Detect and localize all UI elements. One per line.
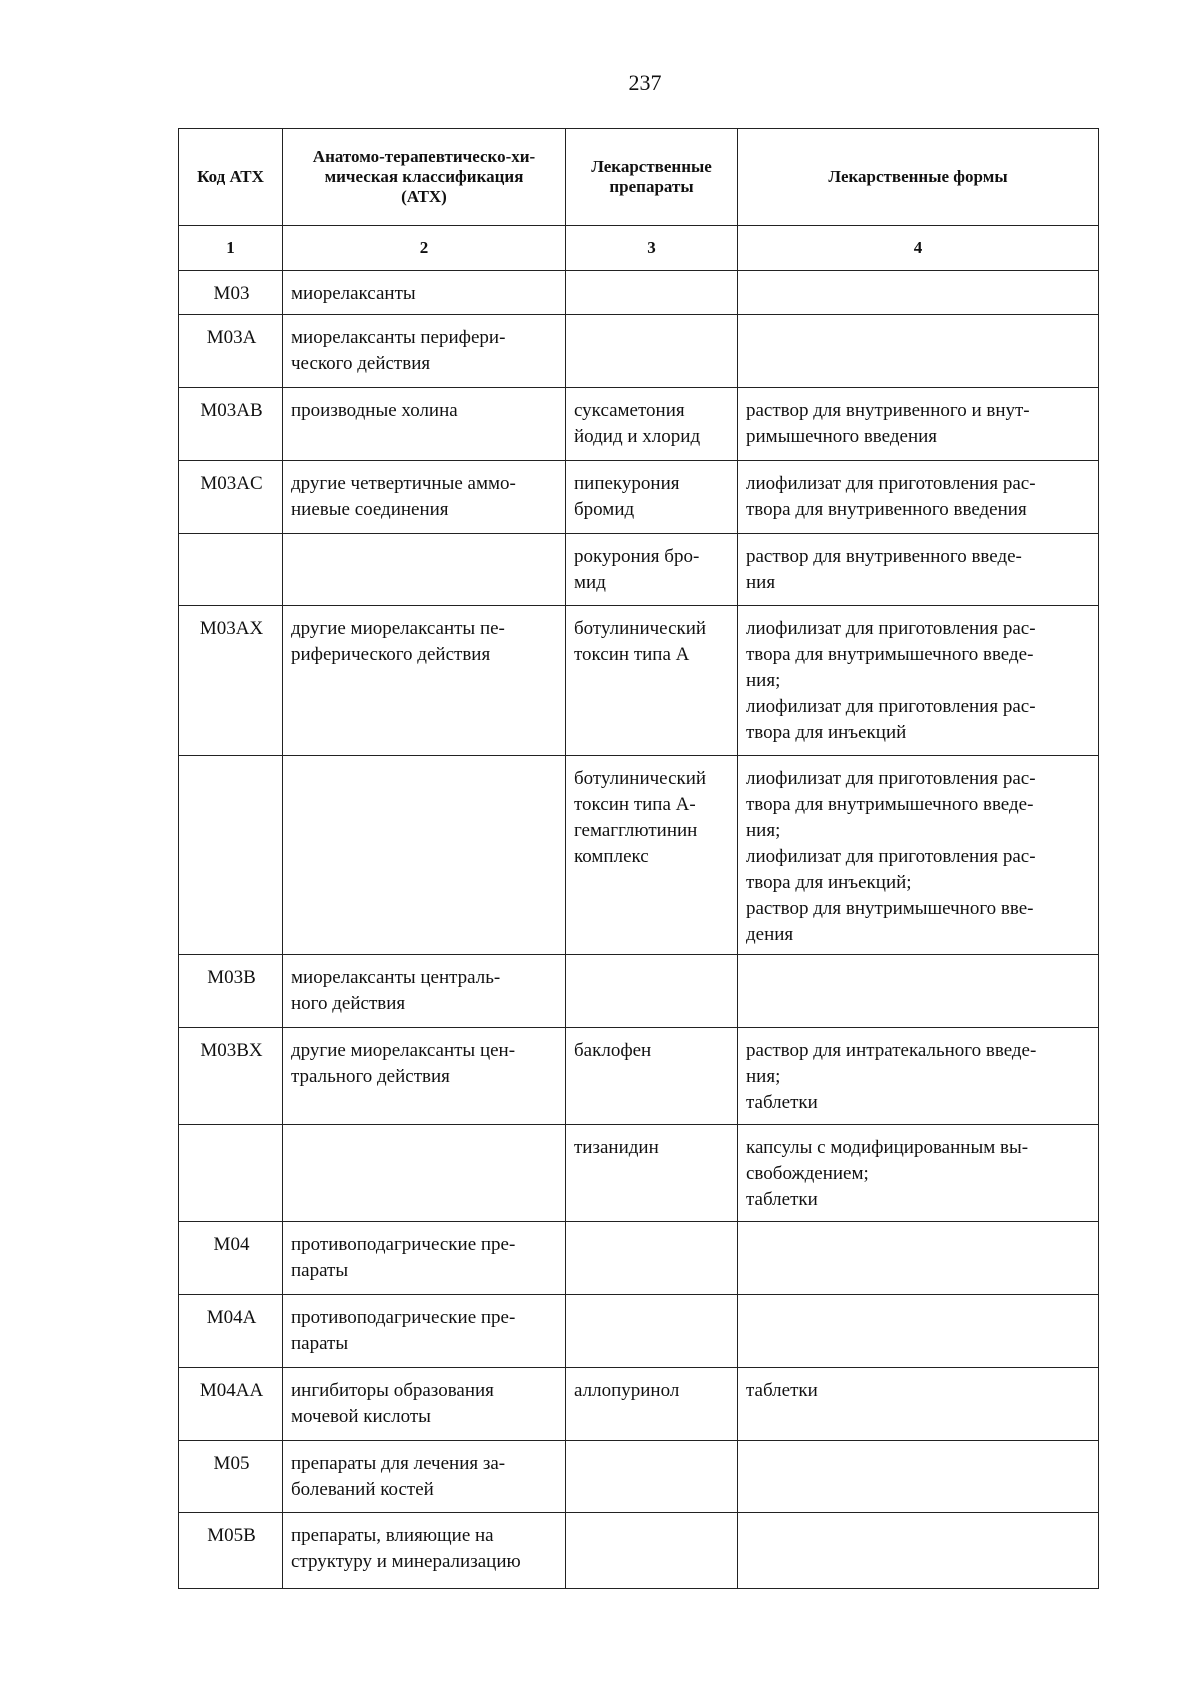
atx-code-cell: [179, 1125, 283, 1222]
table-row: [179, 461, 1099, 534]
atx-code-cell: M05: [179, 1441, 283, 1513]
forms-cell: раствор для интратекального введе- ния; таблетки: [738, 1028, 1099, 1125]
forms-cell: [738, 1295, 1099, 1368]
forms-cell: раствор для внутривенного и внут- римышечного введения: [738, 388, 1099, 461]
column-number: 3: [566, 226, 738, 271]
drug-cell: суксаметония йодид и хлорид: [566, 388, 738, 461]
classification-cell: [283, 756, 566, 955]
page-number: 237: [628, 70, 662, 95]
atx-code-cell: M04A: [179, 1295, 283, 1368]
table-row: [179, 388, 1099, 461]
classification-cell: препараты, влияющие на структуру и минерализацию: [283, 1513, 566, 1589]
forms-cell: [738, 1441, 1099, 1513]
drug-cell: пипекурония бромид: [566, 461, 738, 534]
classification-cell: ингибиторы образования мочевой кислоты: [283, 1368, 566, 1441]
classification-cell: миорелаксанты: [283, 271, 566, 315]
drug-cell: [566, 1513, 738, 1589]
forms-cell: [738, 1513, 1099, 1589]
table-row: [179, 606, 1099, 756]
header-forms: Лекарственные формы: [738, 129, 1099, 226]
table-row: [179, 1028, 1099, 1125]
forms-cell: раствор для внутривенного введе- ния: [738, 534, 1099, 606]
atx-code-cell: M04AA: [179, 1368, 283, 1441]
forms-cell: [738, 1222, 1099, 1295]
header-drugs: Лекарственные препараты: [566, 129, 738, 226]
atx-code-cell: M03AX: [179, 606, 283, 756]
drug-cell: ботулинический токсин типа А- гемагглютинин комплекс: [566, 756, 738, 955]
drug-cell: рокурония бро- мид: [566, 534, 738, 606]
table-row: [179, 271, 1099, 315]
table-row: [179, 1441, 1099, 1513]
drug-cell: ботулинический токсин типа А: [566, 606, 738, 756]
classification-cell: другие миорелаксанты пе- риферического действия: [283, 606, 566, 756]
atx-code-cell: [179, 756, 283, 955]
atx-code-cell: M03AB: [179, 388, 283, 461]
classification-cell: [283, 534, 566, 606]
column-number: 2: [283, 226, 566, 271]
table-row: [179, 756, 1099, 955]
column-number: 4: [738, 226, 1099, 271]
classification-cell: [283, 1125, 566, 1222]
column-number: 1: [179, 226, 283, 271]
drug-cell: [566, 1222, 738, 1295]
drug-cell: баклофен: [566, 1028, 738, 1125]
forms-cell: [738, 271, 1099, 315]
drug-cell: тизанидин: [566, 1125, 738, 1222]
classification-cell: противоподагрические пре- параты: [283, 1295, 566, 1368]
atx-code-cell: M03BX: [179, 1028, 283, 1125]
drug-cell: [566, 315, 738, 388]
drug-cell: [566, 955, 738, 1028]
table-row: [179, 1125, 1099, 1222]
table-row: [179, 534, 1099, 606]
atx-code-cell: [179, 534, 283, 606]
forms-cell: таблетки: [738, 1368, 1099, 1441]
forms-cell: лиофилизат для приготовления рас- твора для внутривенного введения: [738, 461, 1099, 534]
table-row: [179, 1295, 1099, 1368]
table-row: [179, 315, 1099, 388]
classification-cell: другие миорелаксанты цен- трального действия: [283, 1028, 566, 1125]
forms-cell: лиофилизат для приготовления рас- твора для внутримышечного введе- ния; лиофилизат для приготовления рас- твора для инъекций; раствор для внутримышечного вве- дения: [738, 756, 1099, 955]
atx-code-cell: M03: [179, 271, 283, 315]
forms-cell: [738, 315, 1099, 388]
classification-cell: производные холина: [283, 388, 566, 461]
header-code: Код АТХ: [179, 129, 283, 226]
forms-cell: [738, 955, 1099, 1028]
header-classification: Анатомо-терапевтическо-хи- мическая классификация (АТХ): [283, 129, 566, 226]
drug-cell: [566, 1295, 738, 1368]
classification-cell: миорелаксанты перифери- ческого действия: [283, 315, 566, 388]
table-row: [179, 1368, 1099, 1441]
classification-cell: другие четвертичные аммо- ниевые соединения: [283, 461, 566, 534]
atx-table: [178, 128, 1099, 1589]
drug-cell: аллопуринол: [566, 1368, 738, 1441]
classification-cell: препараты для лечения за- болеваний костей: [283, 1441, 566, 1513]
drug-cell: [566, 1441, 738, 1513]
atx-code-cell: M04: [179, 1222, 283, 1295]
forms-cell: лиофилизат для приготовления рас- твора для внутримышечного введе- ния; лиофилизат для приготовления рас- твора для инъекций: [738, 606, 1099, 756]
atx-code-cell: M03B: [179, 955, 283, 1028]
table-header: [179, 129, 1099, 271]
table-row: [179, 1513, 1099, 1589]
drug-cell: [566, 271, 738, 315]
atx-code-cell: M05B: [179, 1513, 283, 1589]
table-row: [179, 955, 1099, 1028]
atx-code-cell: M03A: [179, 315, 283, 388]
atx-code-cell: M03AC: [179, 461, 283, 534]
table-row: [179, 1222, 1099, 1295]
classification-cell: миорелаксанты централь- ного действия: [283, 955, 566, 1028]
forms-cell: капсулы с модифицированным вы- свобождением; таблетки: [738, 1125, 1099, 1222]
classification-cell: противоподагрические пре- параты: [283, 1222, 566, 1295]
